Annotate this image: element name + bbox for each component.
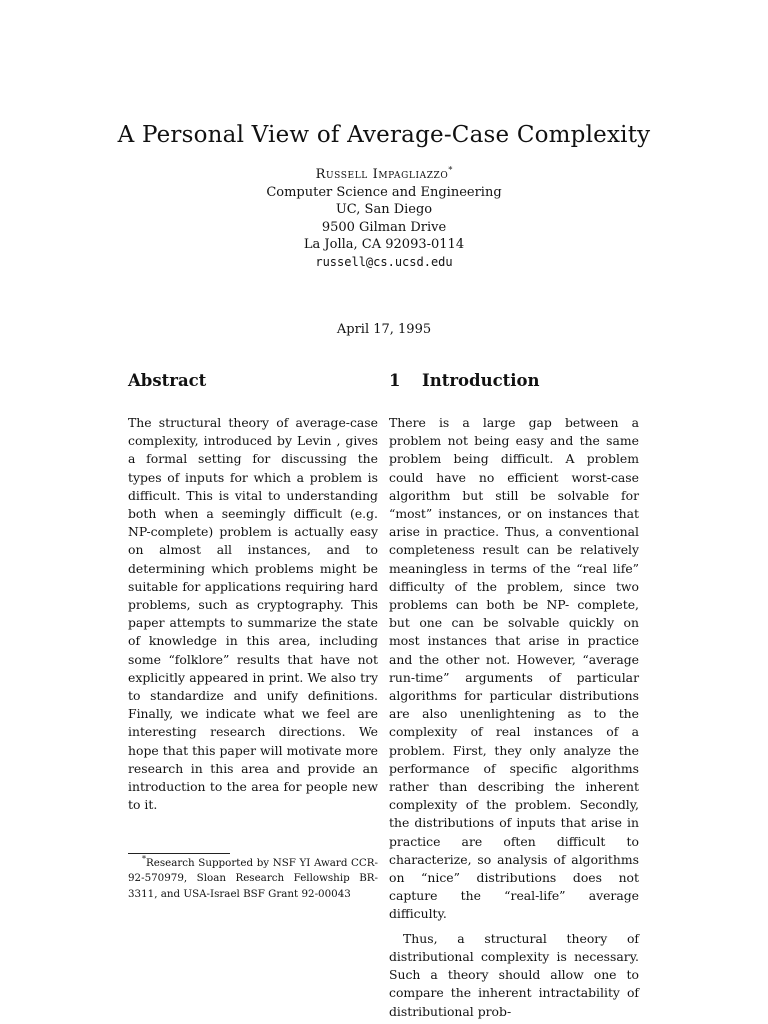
section-number: 1 [389,371,401,390]
affiliation-department: Computer Science and Engineering [266,184,502,200]
footnote-mark: * [142,854,146,864]
introduction-paragraph-2: Thus, a structural theory of distributional complexity is necessary. Such a theory should allow one to compare the inherent intractability of distributional prob- [389,930,639,1019]
paper-date: April 17, 1995 [336,322,432,337]
section-title: Introduction [422,371,540,390]
abstract-text: The structural theory of average-case complexity, introduced by Levin , gives a formal setting for discussing the types of inputs for which a problem is difficult. This is vital to understanding both when a seemingly difficult (e.g. NP-complete) problem is actually easy on almost all instances, and to determining which problems might be suitable for applications requiring hard problems, such as cryptography. This paper attempts to summarize the state of knowledge in this area, including some “folklore” results that have not explicitly appeared in print. We also try to standardize and unify definitions. Finally, we indicate what we feel are interesting research directions. We hope that this paper will motivate more research in this area and provide an introduction to the area for people new to it. [128,415,378,813]
footnote [128,856,378,902]
affiliation-street: 9500 Gilman Drive [321,219,447,235]
introduction-heading [389,368,639,394]
author-footnote-mark: * [448,165,453,175]
paper-title: A Personal View of Average-Case Complexity [117,122,651,148]
affiliation-university: UC, San Diego [335,202,433,217]
footnote-text: Research Supported by NSF YI Award CCR-92-570979, Sloan Research Fellowship BR-3311, and USA-Israel BSF Grant 92-00043 [128,857,378,900]
author-email: russell@cs.ucsd.edu [315,254,453,269]
author-name: Russell Impagliazzo [315,167,449,182]
abstract-column [128,368,378,814]
author-line [0,166,768,184]
affiliation-city: La Jolla, CA 92093-0114 [303,237,465,252]
introduction-column [389,368,639,1021]
abstract-heading: Abstract [128,371,207,390]
author-block [0,166,768,271]
introduction-paragraph-1: There is a large gap between a problem not being easy and the same problem being difficult. A problem could have no efficient worst-case algorithm but still be solvable for “most” instances, or on instances that arise in practice. Thus, a conventional completeness result can be relatively meaningless in terms of the “real life” difficulty of the problem, since two problems can both be NP- complete, but one can be solvable quickly on most instances that arise in practice and the other not. However, “average run-time” arguments of particular algorithms for particular distributions are also unenlightening as to the complexity of real instances of a problem. First, they only analyze the performance of specific algorithms rather than describing the inherent complexity of the problem. Secondly, the distributions of inputs that arise in practice are often difficult to characterize, so analysis of algorithms on “nice” distributions does not capture the “real-life” average difficulty. [389,415,639,922]
